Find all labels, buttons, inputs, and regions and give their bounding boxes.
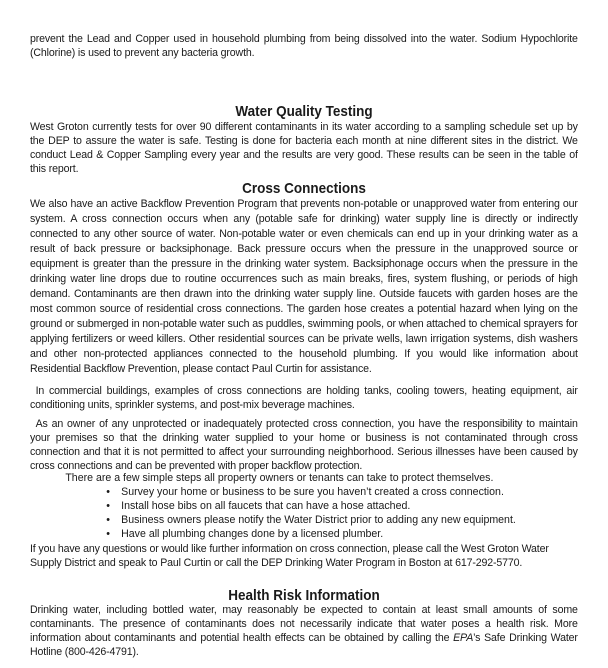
- cross-connections-heading: Cross Connections: [242, 180, 366, 197]
- bullet-icon: •: [106, 499, 110, 512]
- cross-connections-paragraph-3: As an owner of any unprotected or inadequately protected cross connection, you have the responsibility to maintain your premises so that the drinking water supplied to your home or business is not contaminated through cross connection and that it is not permitted to affect your surrounding neighborhood. Serious illnesses have been caused by cross connections and can be prevented with proper backflow protection.: [30, 418, 578, 472]
- cross-connections-paragraph-1: We also have an active Backflow Prevention Program that prevents non-potable or unapproved water from entering our system. A cross connection occurs when any (potable safe for drinking) water supply line is directly or indirectly connected to any other source of water. Non-potable water or even chemicals can end up in your drinking water as a result of back pressure or backsiphonage. Back pressure occurs when the pressure in the unapproved source or equipment is greater than the pressure in the drinking water system. Backsiphonage occurs when the pressure in the drinking water line drops due to routine occurrences such as main breaks, fires, system flushing, or periods of high demand. Contaminants are then drawn into the drinking water supply line. Outside faucets with garden hoses are the most common source of residential cross connections. The garden hose creates a potential hazard when lying on the ground or submerged in non-potable water such as puddles, swimming pools, or when attached to chemical sprayers for applying fertilizers or weed killers. Other residential sources can be private wells, lawn irrigation systems, dish washers and other non-protected appliances connected to the household plumbing. If you would like information about Residential Backflow Prevention, please contact Paul Curtin for assistance.: [30, 198, 578, 375]
- water-quality-paragraph: West Groton currently tests for over 90 different contaminants in its water according to a sampling schedule set up by the DEP to assure the water is safe. Testing is done for bacteria each month at nine different sites in the district. We conduct Lead & Copper Sampling every year and the results are very good. These results can be seen in the table of this report.: [30, 121, 578, 175]
- health-risk-heading: Health Risk Information: [228, 587, 380, 604]
- steps-intro: There are a few simple steps all property owners or tenants can take to protect themselves.: [65, 472, 494, 484]
- list-item: • Install hose bibs on all faucets that can have a hose attached.: [106, 499, 411, 512]
- list-item: • Survey your home or business to be sure you haven’t created a cross connection.: [106, 485, 504, 498]
- bullet-icon: •: [106, 527, 110, 540]
- list-item: • Have all plumbing changes done by a licensed plumber.: [106, 527, 384, 540]
- bullet-icon: •: [106, 485, 110, 498]
- water-quality-heading: Water Quality Testing: [235, 103, 373, 120]
- epa-emphasis: EPA: [453, 631, 474, 644]
- steps-list: [30, 486, 516, 542]
- list-item: • Business owners please notify the Water District prior to adding any new equipment.: [106, 513, 516, 526]
- cross-connections-paragraph-2: In commercial buildings, examples of cross connections are holding tanks, cooling towers, heating equipment, air conditioning units, sprinkler systems, and post-mix beverage machines.: [30, 385, 578, 411]
- intro-paragraph: prevent the Lead and Copper used in household plumbing from being dissolved into the water. Sodium Hypochlorite (Chlorine) is used to prevent any bacteria growth.: [30, 33, 578, 59]
- bullet-icon: •: [106, 513, 110, 526]
- protection-steps: [30, 472, 516, 542]
- cross-connections-closing: If you have any questions or would like further information on cross connection, please call the West Groton Water Supply District and speak to Paul Curtin or call the DEP Drinking Water Program in Boston at 617-292-5770.: [30, 543, 549, 569]
- health-risk-paragraph: Drinking water, including bottled water, may reasonably be expected to contain at least small amounts of some contaminants. The presence of contaminants does not necessarily indicate that water poses a health risk. More information about contaminants and potential health effects can be obtained by calling the EPA’s Safe Drinking Water Hotline (800-426-4791).: [30, 604, 578, 658]
